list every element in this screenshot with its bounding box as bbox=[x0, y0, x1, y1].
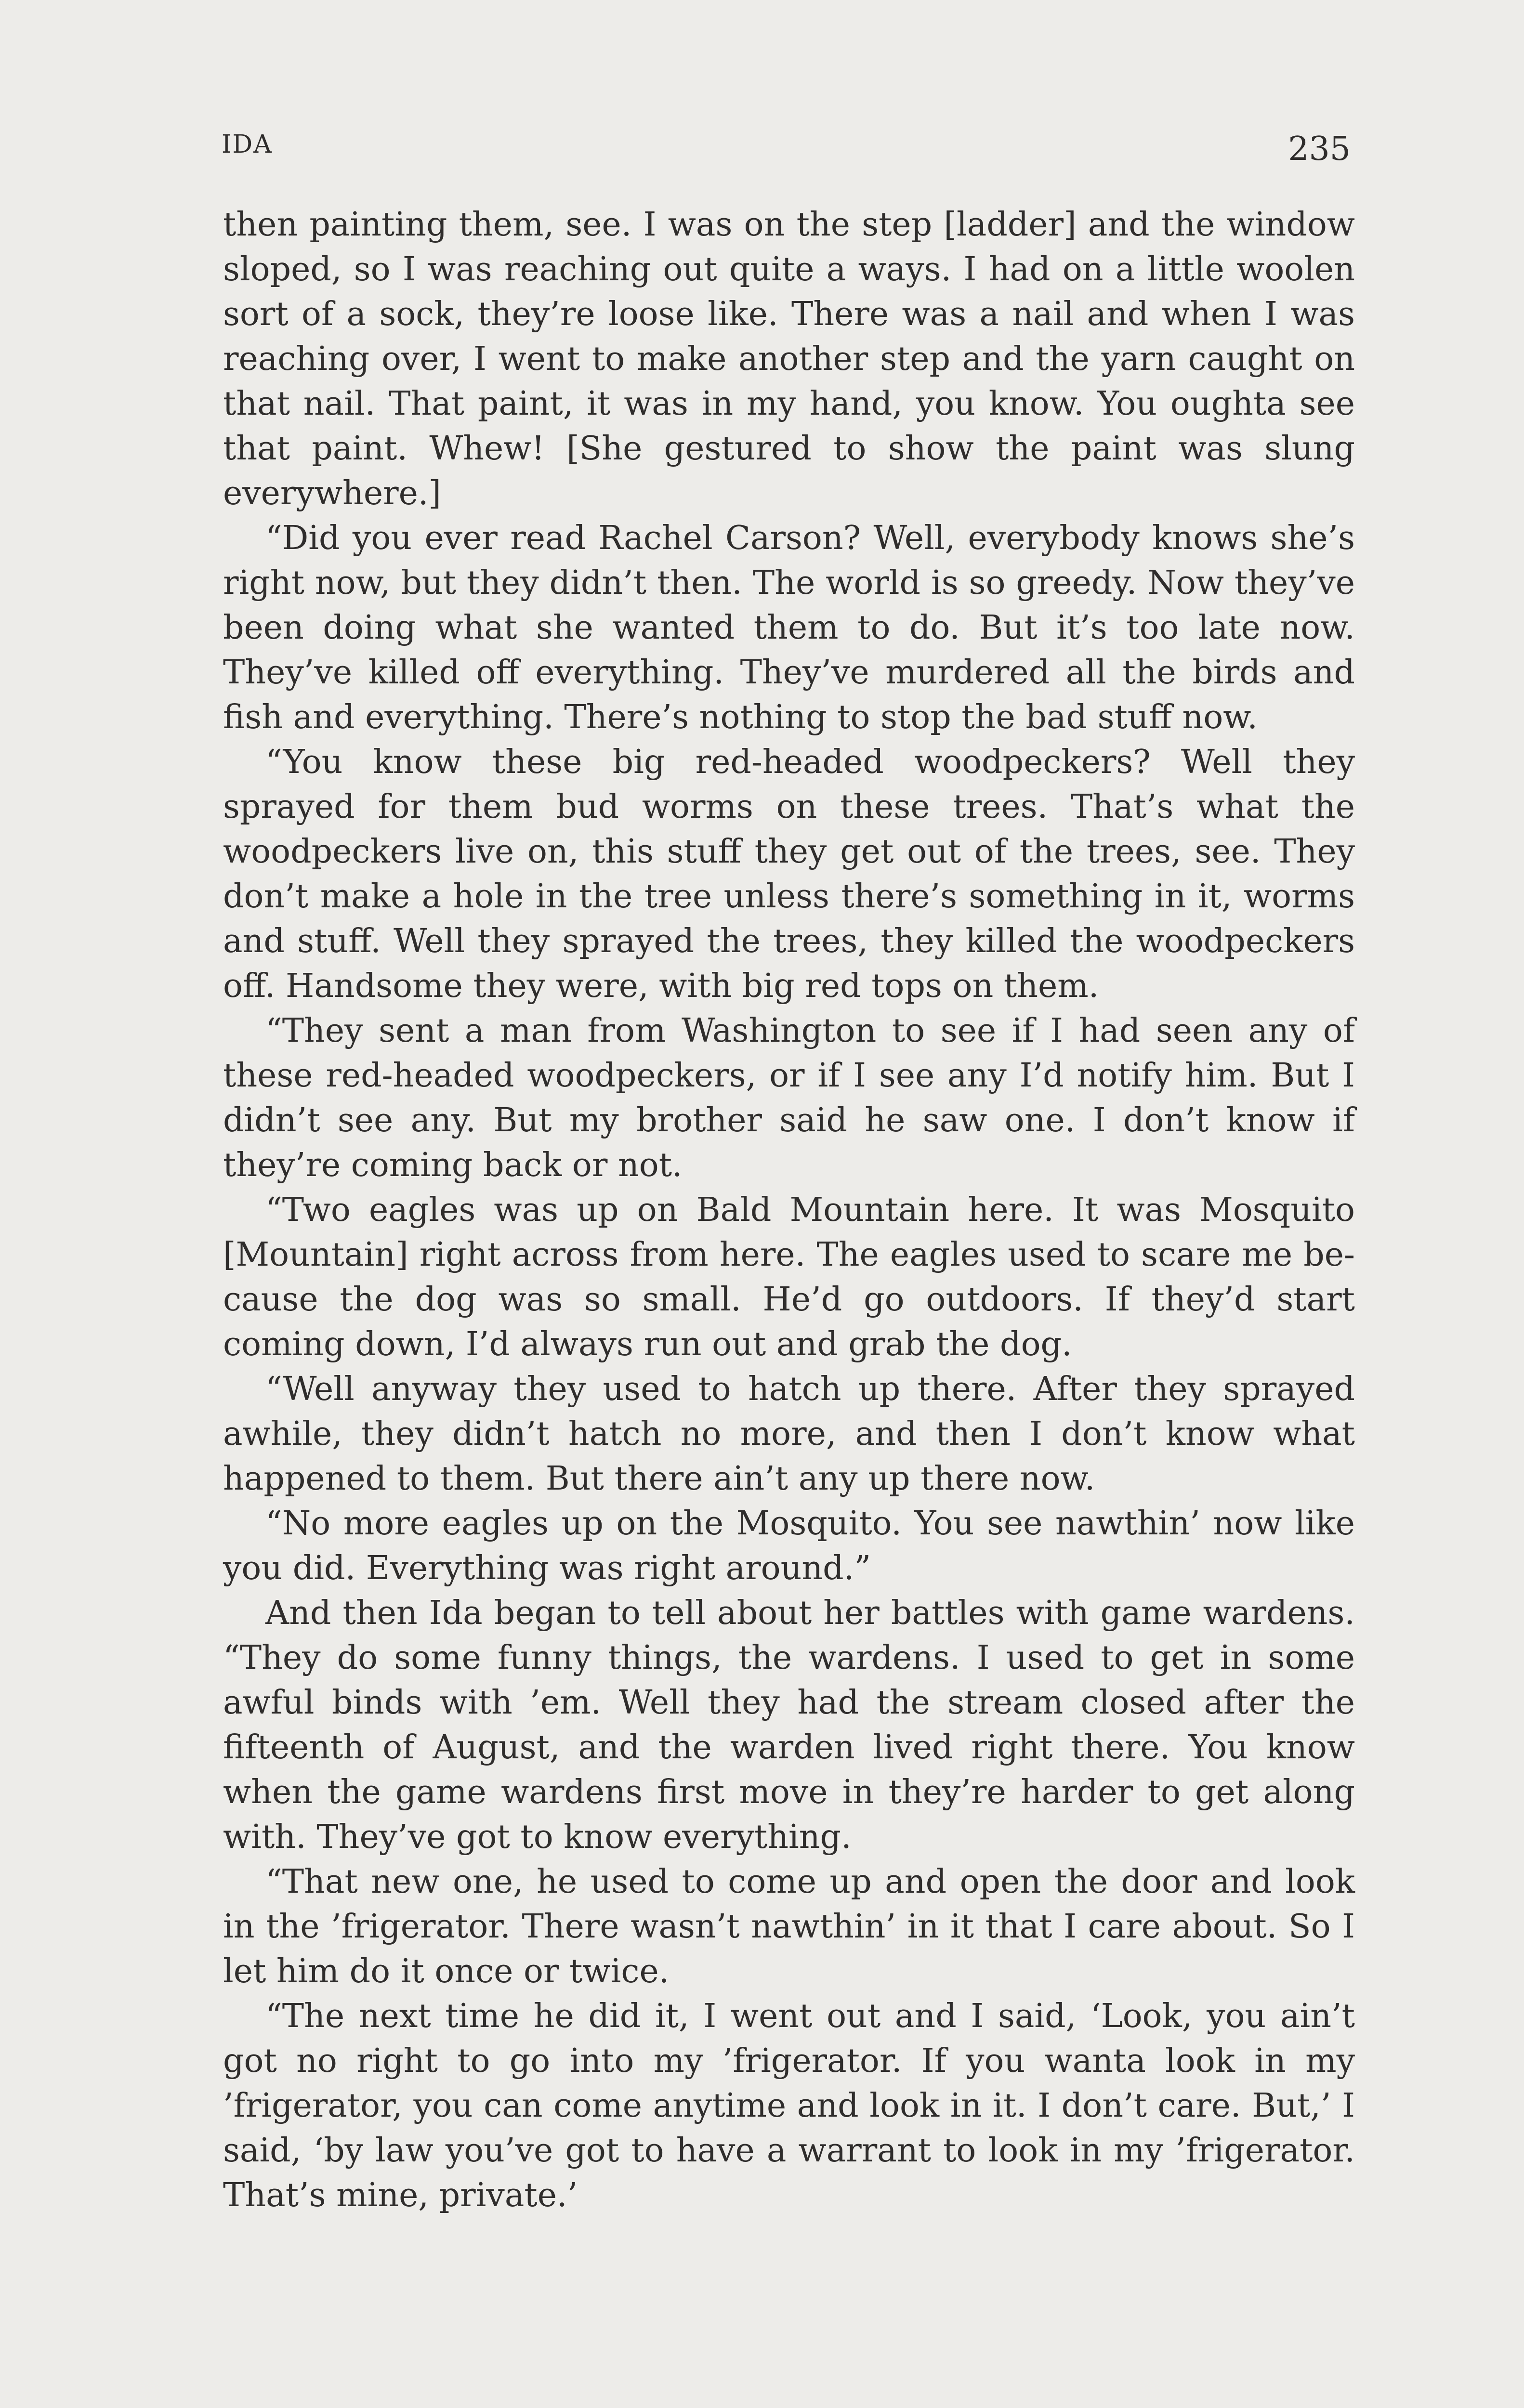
running-head: IDA bbox=[222, 130, 273, 159]
paragraph: “That new one, he used to come up and open the door and look in the ’frigerator. There wasn’t nawthin’ in it that I care about. So I let him do it once or twice. bbox=[223, 1863, 1355, 1990]
paragraph: “Well anyway they used to hatch up there. After they sprayed awhile, they didn’t hatch no more, and then I don’t know what happened to them. But there ain’t any up there now. bbox=[223, 1370, 1355, 1498]
paragraph: “Did you ever read Rachel Carson? Well, everybody knows she’s right now, but they didn’t then. The world is so greedy. Now they’ve been doing what she wanted them to do. But it’s too late now. They’ve killed off everything. They’ve murdered all the birds and fish and everything. There’s nothing to stop the bad stuff now. bbox=[223, 519, 1355, 736]
paragraph: “Two eagles was up on Bald Mountain here. It was Mosquito [Mountain] right across from here. The eagles used to scare me because the dog was so small. He’d go outdoors. If they’d start coming down, I’d always run out and grab the dog. bbox=[223, 1191, 1355, 1363]
paragraph-continued: then painting them, see. I was on the step [ladder] and the window sloped, so I was reaching out quite a ways. I had on a little woolen sort of a sock, they’re loose like. There was a nail and when I was reaching over, I went to make another step and the yarn caught on that nail. That paint, it was in my hand, you know. You oughta see that paint. Whew! [She gestured to show the paint was slung everywhere.] bbox=[223, 206, 1355, 512]
paragraph: And then Ida began to tell about her battles with game wardens. “They do some funny things, the wardens. I used to get in some awful binds with ’em. Well they had the stream closed after the fifteenth of August, and the warden lived right there. You know when the game wardens first move in they’re harder to get along with. They’ve got to know everything. bbox=[223, 1594, 1355, 1856]
body-text bbox=[223, 202, 1355, 2218]
paragraph: “No more eagles up on the Mosquito. You see nawthin’ now like you did. Everything was right around.” bbox=[223, 1505, 1355, 1587]
paragraph: “They sent a man from Washington to see if I had seen any of these red-headed woodpeckers, or if I see any I’d notify him. But I didn’t see any. But my brother said he saw one. I don’t know if they’re coming back or not. bbox=[223, 1012, 1355, 1184]
page-number: 235 bbox=[1288, 130, 1351, 168]
paragraph: “You know these big red-headed woodpeckers? Well they sprayed for them bud worms on these trees. That’s what the woodpeckers live on, this stuff they get out of the trees, see. They don’t make a hole in the tree unless there’s something in it, worms and stuff. Well they sprayed the trees, they killed the woodpeckers off. Handsome they were, with big red tops on them. bbox=[223, 743, 1355, 1005]
paragraph: “The next time he did it, I went out and I said, ‘Look, you ain’t got no right to go into my ’frigerator. If you wanta look in my ’frigerator, you can come anytime and look in it. I don’t care. But,’ I said, ‘by law you’ve got to have a warrant to look in my ’frigerator. That’s mine, private.’ bbox=[223, 1997, 1355, 2214]
